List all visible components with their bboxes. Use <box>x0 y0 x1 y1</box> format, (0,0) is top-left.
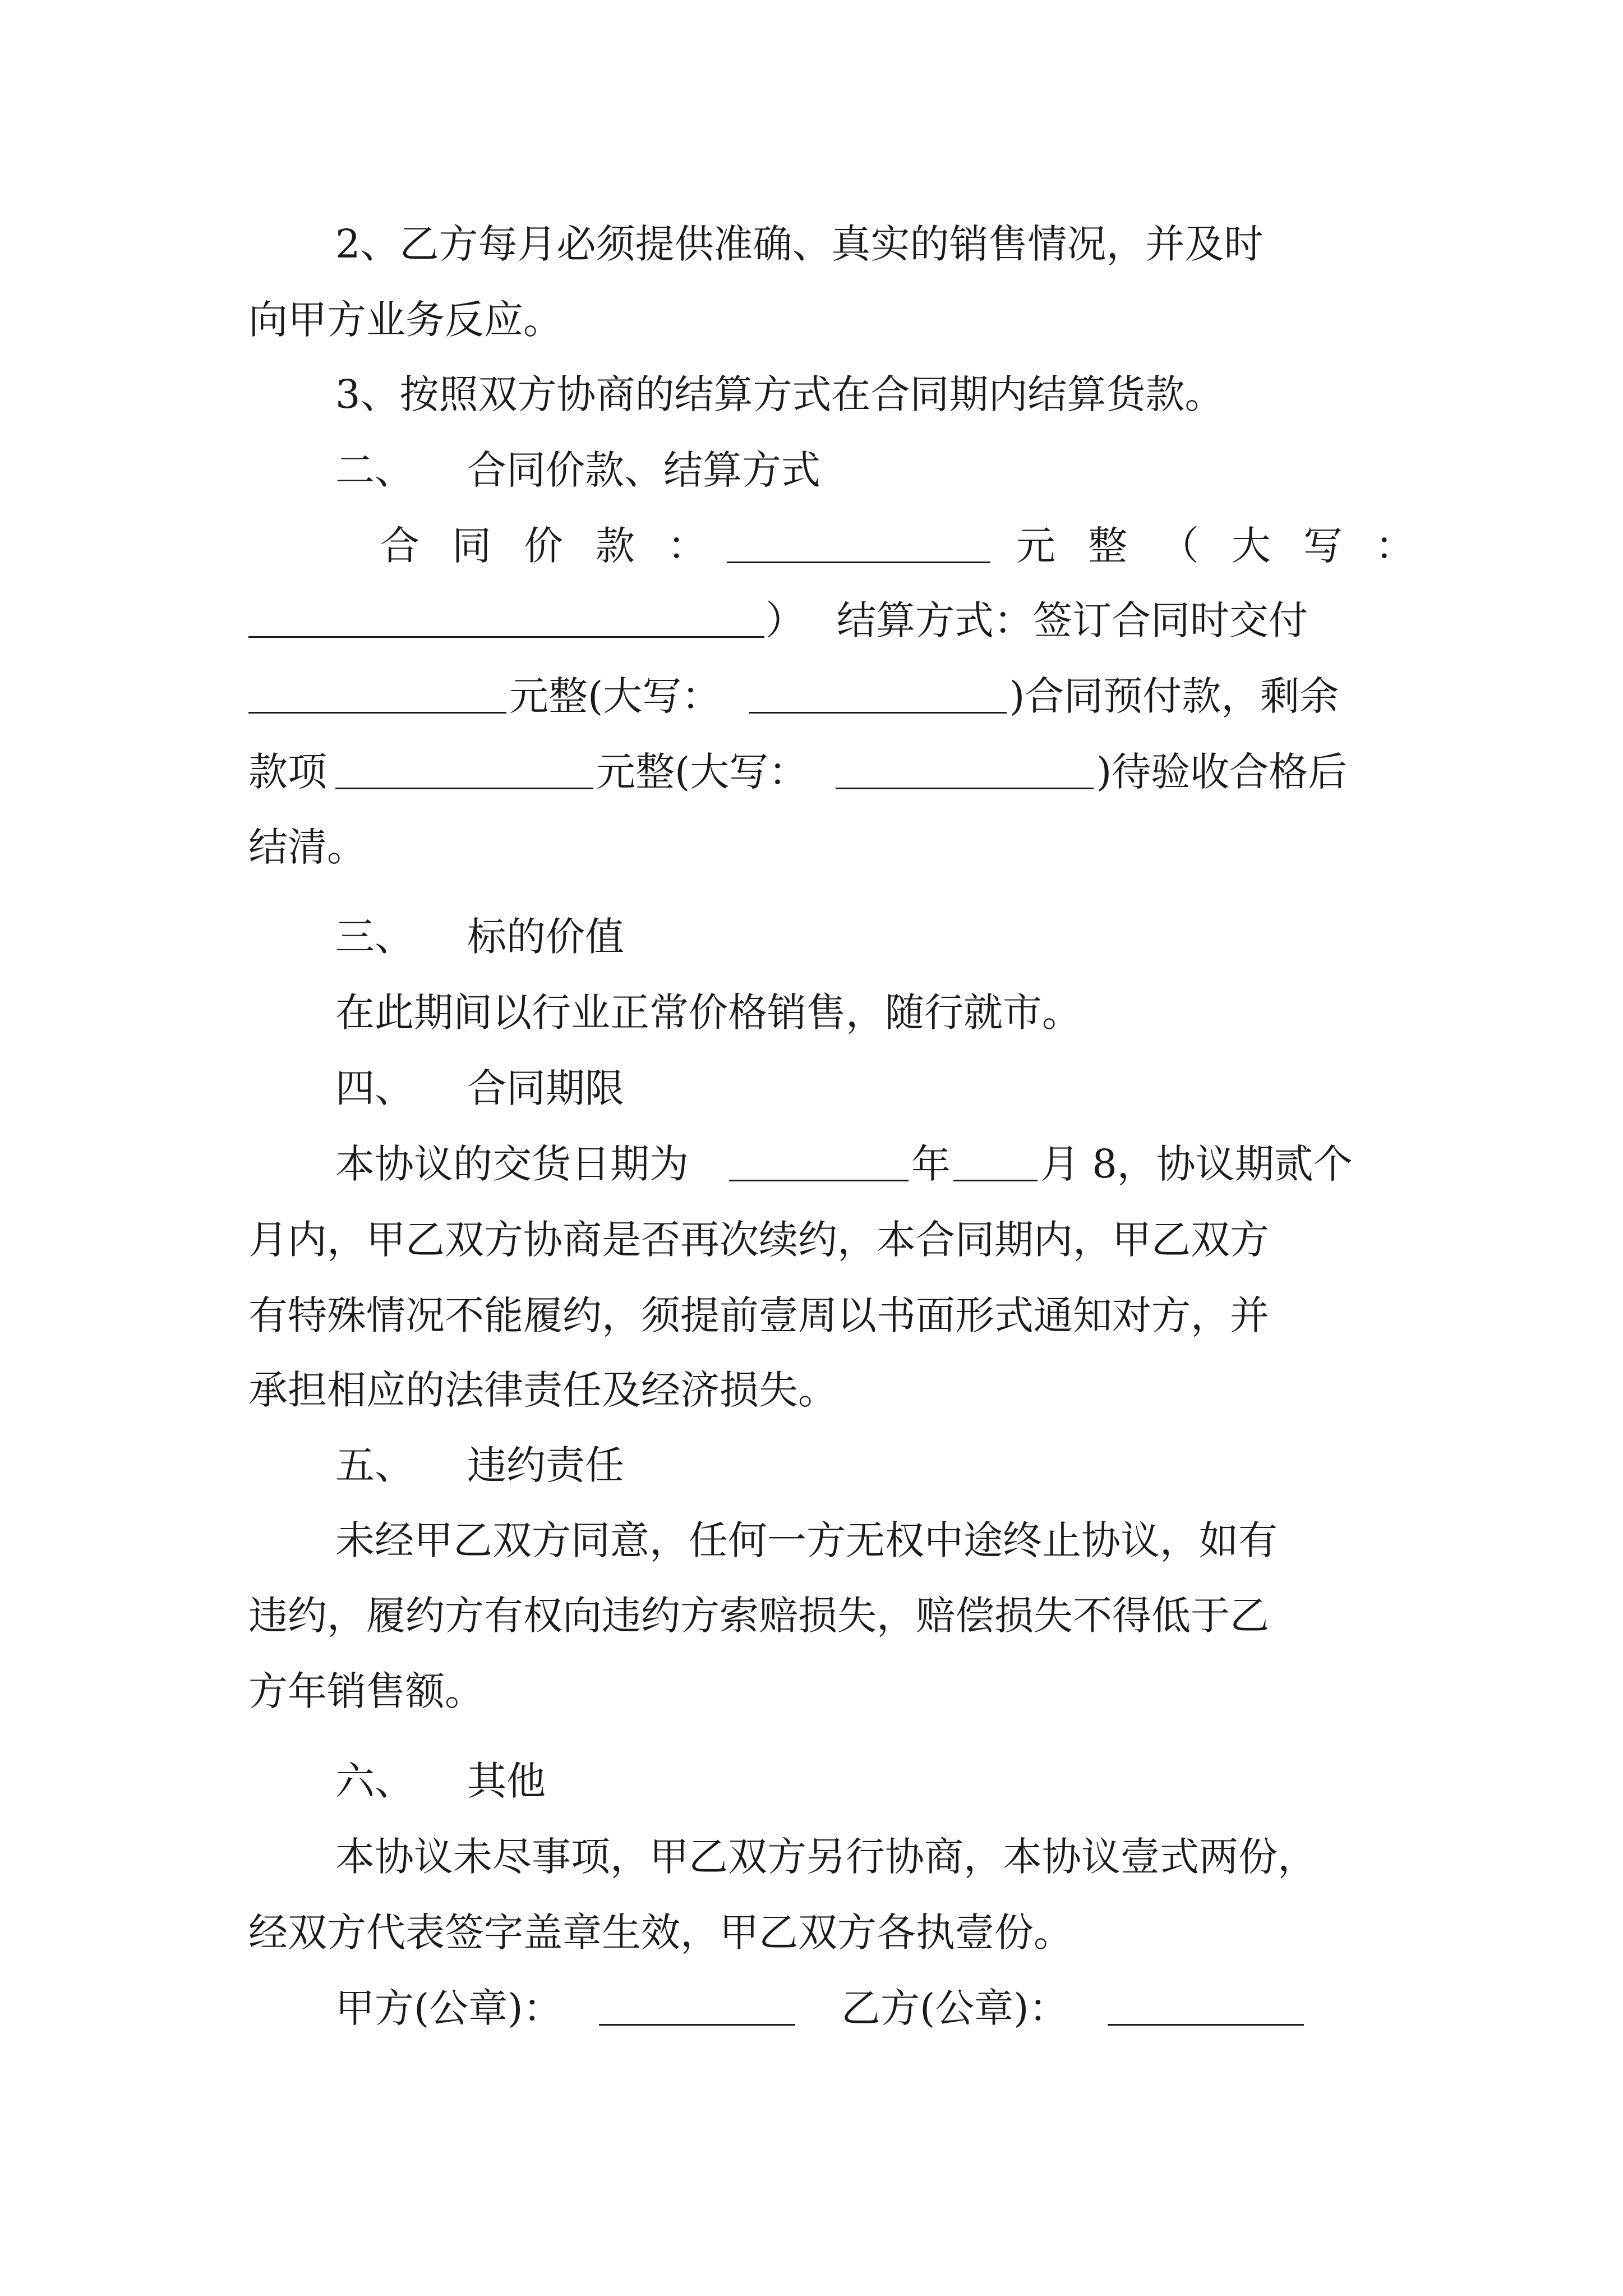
section-6-heading <box>0 1747 1623 1815</box>
settlement-text: 结算方式：签订合同时交付 <box>837 597 1308 643</box>
section-4-line-4 <box>0 1356 1623 1424</box>
section-2-heading <box>0 436 1623 504</box>
section-4-number: 四、 <box>335 1065 414 1111</box>
prepay-capital-blank <box>749 712 1007 714</box>
section-5-line-1 <box>0 1507 1623 1574</box>
year-label: 年 <box>911 1141 951 1187</box>
balance-prefix: 款项 <box>248 749 327 795</box>
section-5-number: 五、 <box>335 1442 414 1488</box>
delivery-date-line <box>0 1130 1623 1198</box>
prepay-amount-blank <box>248 712 506 714</box>
balance-end-line <box>0 813 1623 881</box>
prepay-unit: 元整(大写： <box>509 673 721 719</box>
section-5-title: 违约责任 <box>467 1442 624 1488</box>
section-4-text-3: 有特殊情况不能履约，须提前壹周以书面形式通知对方，并 <box>248 1292 1269 1338</box>
section-4-heading <box>0 1055 1623 1122</box>
settlement-line <box>0 587 1623 654</box>
month-term-text: 月 8，协议期贰个 <box>1040 1141 1353 1187</box>
section-6-number: 六、 <box>335 1758 414 1804</box>
section-6-line-2 <box>0 1899 1623 1966</box>
section-6-text-2: 经双方代表签字盖章生效，甲乙双方各执壹份。 <box>248 1910 1073 1955</box>
price-capital-blank <box>248 636 764 638</box>
party-b-seal-label: 乙方(公章)： <box>841 1985 1068 2031</box>
balance-capital-blank <box>836 788 1094 789</box>
prepay-tail: )合同预付款，剩余 <box>1009 673 1339 719</box>
balance-tail: )待验收合格后 <box>1096 749 1348 795</box>
party-a-seal-blank <box>599 2024 795 2026</box>
signature-line <box>0 1975 1623 2042</box>
section-2-title: 合同价款、结算方式 <box>467 447 820 493</box>
section-5-text-1: 未经甲乙双方同意，任何一方无权中途终止协议，如有 <box>335 1517 1278 1563</box>
price-close-paren: ） <box>766 597 805 643</box>
prepayment-line <box>0 662 1623 730</box>
balance-unit: 元整(大写： <box>596 749 808 795</box>
delivery-year-blank <box>729 1180 909 1181</box>
clause-3-text: 3、按照双方协商的结算方式在合同期内结算货款。 <box>335 371 1224 417</box>
section-3-text: 在此期间以行业正常价格销售，随行就市。 <box>335 990 1081 1036</box>
section-3-number: 三、 <box>335 914 414 960</box>
balance-end: 结清。 <box>248 824 366 870</box>
clause-2-line-2 <box>0 286 1623 353</box>
balance-amount-blank <box>335 788 593 789</box>
section-5-heading <box>0 1432 1623 1499</box>
party-a-seal-label: 甲方(公章)： <box>335 1985 562 2031</box>
contract-price-label: 合同价款： <box>380 523 739 569</box>
section-6-text-1: 本协议未尽事项，甲乙双方另行协商，本协议壹式两份， <box>335 1834 1317 1880</box>
contract-price-line <box>0 512 1623 579</box>
section-3-heading <box>0 903 1623 970</box>
clause-2-line-1 <box>0 210 1623 278</box>
clause-3 <box>0 361 1623 428</box>
section-2-number: 二、 <box>335 447 414 493</box>
contract-price-unit: 元整（大写： <box>1016 523 1447 569</box>
section-4-text-4: 承担相应的法律责任及经济损失。 <box>248 1367 837 1413</box>
delivery-date-text: 本协议的交货日期为 <box>335 1141 689 1187</box>
contract-price-blank <box>727 562 990 563</box>
clause-2-text: 2、乙方每月必须提供准确、真实的销售情况，并及时 <box>335 221 1264 267</box>
section-5-text-3: 方年销售额。 <box>248 1668 484 1714</box>
balance-line <box>0 738 1623 806</box>
section-5-line-2 <box>0 1582 1623 1649</box>
clause-2-text-cont: 向甲方业务反应。 <box>248 297 562 343</box>
section-4-line-2 <box>0 1206 1623 1273</box>
party-b-seal-blank <box>1108 2024 1304 2026</box>
section-5-text-2: 违约，履约方有权向违约方索赔损失，赔偿损失不得低于乙 <box>248 1593 1269 1639</box>
section-6-line-1 <box>0 1823 1623 1890</box>
section-5-line-3 <box>0 1658 1623 1725</box>
delivery-month-blank <box>953 1180 1038 1181</box>
section-3-title: 标的价值 <box>467 914 624 960</box>
section-4-line-3 <box>0 1282 1623 1349</box>
section-3-body <box>0 979 1623 1046</box>
section-6-title: 其他 <box>467 1758 546 1804</box>
section-4-text-2: 月内，甲乙双方协商是否再次续约，本合同期内，甲乙双方 <box>248 1217 1269 1263</box>
section-4-title: 合同期限 <box>467 1065 624 1111</box>
